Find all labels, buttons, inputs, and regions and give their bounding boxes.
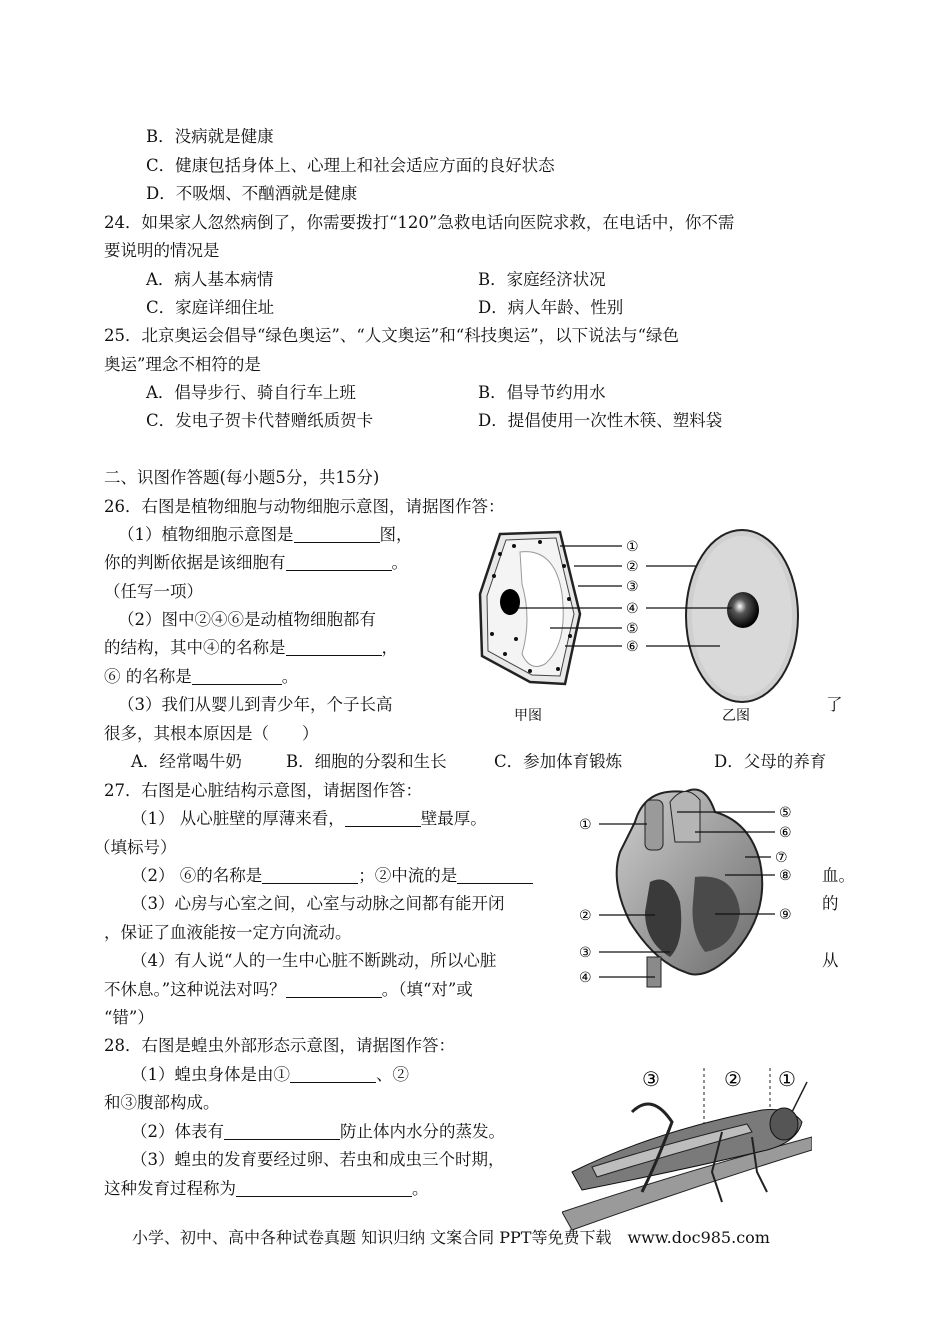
grasshopper-body — [562, 1082, 812, 1230]
q27-part4-line3: “错”） — [104, 1008, 154, 1027]
heart-label-5: ⑤ — [779, 805, 792, 821]
q23-option-c: C．健康包括身体上、心理上和社会适应方面的良好状态 — [146, 156, 555, 175]
q24-option-c: C．家庭详细住址 — [146, 298, 275, 317]
q27-part2: （2） ⑥的名称是 ；②中流的是 — [131, 866, 533, 886]
cell-label-4: ④ — [626, 601, 639, 617]
cell-diagram-figure — [470, 524, 820, 730]
q23-option-b: B．没病就是健康 — [146, 127, 274, 146]
q26-part1-note: （任写一项） — [104, 582, 203, 601]
heart-label-2: ② — [579, 908, 592, 924]
q25-option-d: D．提倡使用一次性木筷、塑料袋 — [478, 411, 723, 430]
heart-label-4: ④ — [579, 970, 592, 986]
heart-label-7: ⑦ — [775, 850, 788, 866]
q26-part1-line1: （1）植物细胞示意图是 图， — [118, 525, 413, 544]
q28-part1-line2: 和③腹部构成。 — [104, 1093, 220, 1112]
cell-caption-b: 乙图 — [722, 708, 750, 724]
q27-stem: 27．右图是心脏结构示意图，请据图作答： — [104, 781, 422, 800]
grasshopper-label-2: ② — [724, 1067, 742, 1091]
q27-part2-end: 血。 — [822, 866, 855, 885]
heart-shape — [617, 790, 763, 988]
q28-stem: 28．右图是蝗虫外部形态示意图，请据图作答： — [104, 1036, 455, 1055]
q28-part3-line2: 这种发育过程称为 。 — [104, 1179, 429, 1198]
q28-part3-line1: （3）蝗虫的发育要经过卵、若虫和成虫三个时期， — [131, 1150, 505, 1169]
q28-part1-line1: （1）蝗虫身体是由① 、② — [131, 1065, 409, 1084]
q28-part2: （2）体表有 防止体内水分的蒸发。 — [131, 1122, 505, 1141]
q27-part4-end: 从 — [822, 951, 839, 970]
cell-label-6: ⑥ — [626, 639, 639, 655]
q26-part3-line1: （3）我们从婴儿到青少年，个子长高 — [118, 695, 393, 714]
q26-part2-line2: 的结构，其中④的名称是 ， — [104, 638, 398, 657]
q26-stem: 26．右图是植物细胞与动物细胞示意图，请据图作答： — [104, 497, 505, 516]
footer-text: 小学、初中、高中各种试卷真题 知识归纳 文案合同 PPT等免费下载 www.doc985.com — [132, 1228, 770, 1247]
q27-part1-line2: （填标号） — [94, 838, 177, 857]
grasshopper-diagram-figure — [562, 1062, 812, 1232]
cell-label-5: ⑤ — [626, 621, 639, 637]
q24-option-d: D．病人年龄、性别 — [478, 298, 624, 317]
grasshopper-label-3: ③ — [642, 1067, 660, 1091]
q27-part4-line1: （4）有人说“人的一生中心脏不断跳动，所以心脏 — [131, 951, 497, 970]
q26-option-c: C．参加体育锻炼 — [494, 752, 623, 771]
q23-option-d: D．不吸烟、不酗酒就是健康 — [146, 184, 358, 203]
q27-part3-line2: ，保证了血液能按一定方向流动。 — [104, 923, 352, 942]
q27-part1-line1: （1） 从心脏壁的厚薄来看， 壁最厚。 — [131, 809, 487, 828]
q25-option-c: C．发电子贺卡代替赠纸质贺卡 — [146, 411, 374, 430]
heart-label-1: ① — [579, 817, 592, 833]
q25-stem-line2: 奥运”理念不相符的是 — [104, 355, 261, 374]
q26-part2-line3: ⑥ 的名称是 。 — [104, 667, 299, 686]
q27-part3-line1: （3）心房与心室之间，心室与动脉之间都有能开闭 — [131, 894, 505, 913]
q25-stem-line1: 25．北京奥运会倡导“绿色奥运”、“人文奥运”和“科技奥运”，以下说法与“绿色 — [104, 326, 680, 345]
q26-part1-line2: 你的判断依据是该细胞有 。 — [104, 553, 408, 572]
cell-label-1: ① — [626, 539, 639, 555]
q25-option-b: B．倡导节约用水 — [478, 383, 606, 402]
cell-label-2: ② — [626, 559, 639, 575]
q26-part2-line1: （2）图中②④⑥是动植物细胞都有 — [118, 610, 376, 629]
heart-label-8: ⑧ — [779, 868, 792, 884]
q26-part3-line2: 很多，其根本原因是（ ） — [104, 724, 319, 743]
heart-label-6: ⑥ — [779, 825, 792, 841]
q26-part3-line1-end: 了 — [826, 695, 843, 714]
q25-option-a: A．倡导步行、骑自行车上班 — [146, 383, 356, 402]
q24-option-b: B．家庭经济状况 — [478, 270, 606, 289]
q27-part4-line2: 不休息。”这种说法对吗？ 。（填“对”或 — [104, 980, 473, 999]
q26-option-d: D．父母的养育 — [714, 752, 827, 771]
cell-label-3: ③ — [626, 579, 639, 595]
q26-option-a: A．经常喝牛奶 — [131, 752, 242, 771]
grasshopper-label-1: ① — [778, 1067, 796, 1091]
q24-stem-line1: 24．如果家人忽然病倒了，你需要拨打“120”急救电话向医院求救，在电话中，你不需 — [104, 213, 735, 232]
heart-label-3: ③ — [579, 945, 592, 961]
q24-stem-line2: 要说明的情况是 — [104, 241, 220, 260]
animal-cell — [686, 530, 798, 702]
cell-caption-a: 甲图 — [514, 708, 542, 724]
section-heading: 二、识图作答题(每小题5分，共15分) — [104, 468, 380, 487]
q27-part3-end: 的 — [822, 894, 839, 913]
heart-diagram-figure — [575, 782, 805, 992]
q26-option-b: B．细胞的分裂和生长 — [286, 752, 447, 771]
heart-label-9: ⑨ — [779, 907, 792, 923]
q24-option-a: A．病人基本病情 — [146, 270, 274, 289]
